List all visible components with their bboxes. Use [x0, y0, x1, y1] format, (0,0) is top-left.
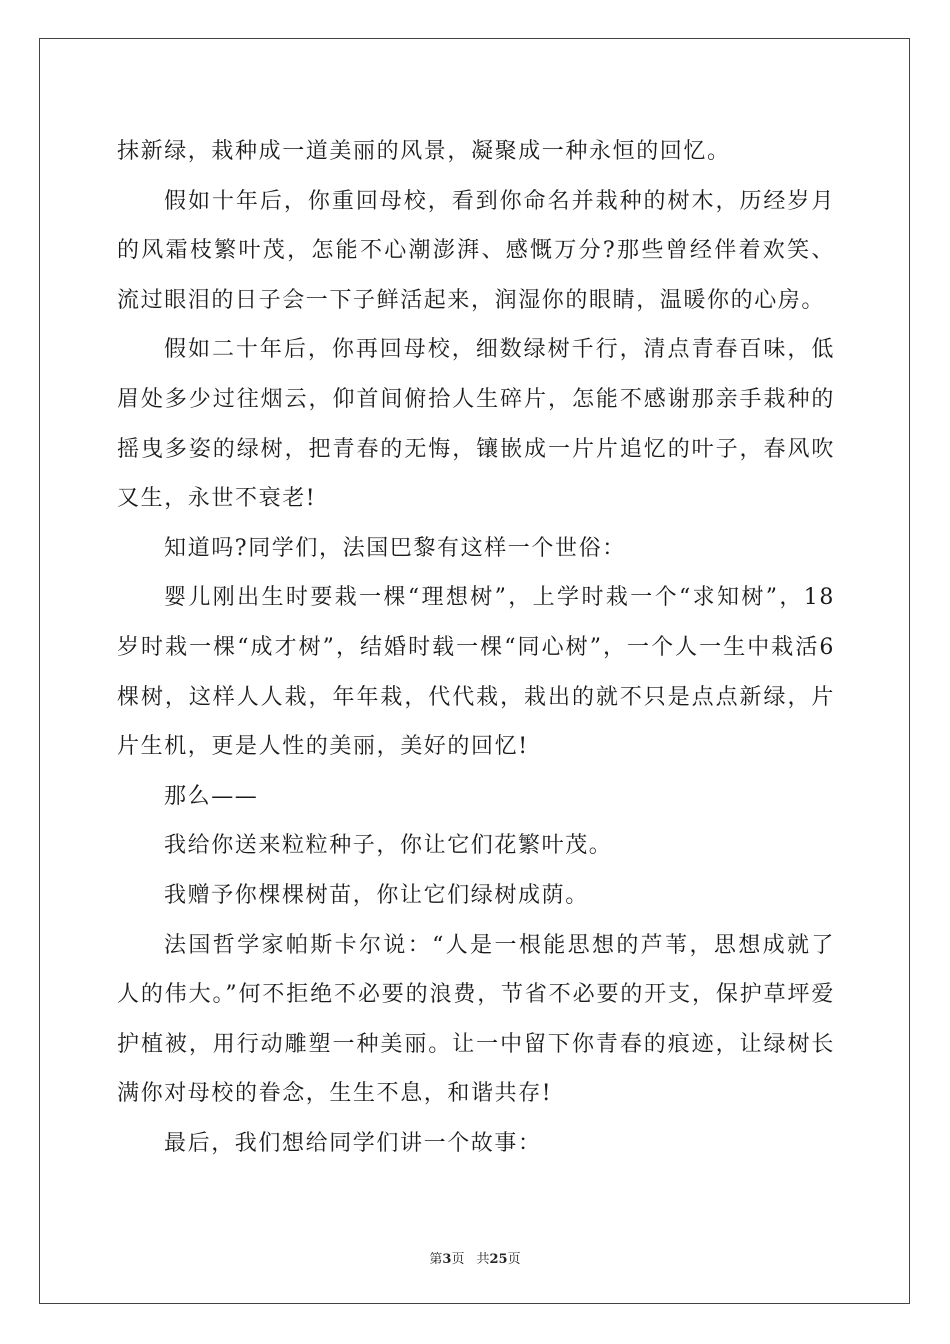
- paragraph: 我赠予你棵棵树苗，你让它们绿树成荫。: [164, 882, 589, 908]
- paragraph: 最后，我们想给同学们讲一个故事：: [164, 1130, 542, 1156]
- paragraph: 抹新绿，栽种成一道美丽的风景，凝聚成一种永恒的回忆。: [117, 139, 731, 164]
- paragraph: 知道吗?同学们，法国巴黎有这样一个世俗：: [164, 535, 626, 561]
- paragraph: 那么——: [164, 783, 259, 809]
- page-prefix: 第: [429, 1252, 443, 1267]
- current-page-number: 3: [442, 1252, 452, 1267]
- paragraph: 假如二十年后，你再回母校，细数绿树千行，清点青春百味，低眉处多少过往烟云，仰首间俯拾人生碎片，怎能不感谢那亲手栽种的摇曳多姿的绿树，把青春的无悔，镶嵌成一片片追忆的叶子，春风吹又生，永世不衰老!: [117, 337, 835, 512]
- paragraph: 法国哲学家帕斯卡尔说：“人是一根能思想的芦苇，思想成就了人的伟大。”何不拒绝不必要的浪费，节省不必要的开支，保护草坪爱护植被，用行动雕塑一种美丽。让一中留下你青春的痕迹，让绿树长满你对母校的眷念，生生不息，和谐共存!: [117, 932, 835, 1107]
- paragraph: 假如十年后，你重回母校，看到你命名并栽种的树木，历经岁月的风霜枝繁叶茂，怎能不心潮澎湃、感慨万分?那些曾经伴着欢笑、流过眼泪的日子会一下子鲜活起来，润湿你的眼睛，温暖你的心房。: [117, 188, 835, 313]
- paragraph: 我给你送来粒粒种子，你让它们花繁叶茂。: [164, 833, 613, 859]
- total-page-count: 25: [489, 1252, 508, 1267]
- page-unit: 页: [451, 1252, 465, 1267]
- total-unit: 页: [507, 1252, 521, 1267]
- total-prefix: 共: [476, 1252, 490, 1267]
- paragraph: 婴儿刚出生时要栽一棵“理想树”，上学时栽一个“求知树”，18岁时栽一棵“成才树”，结婚时载一棵“同心树”，一个人一生中栽活6棵树，这样人人栽，年年栽，代代栽，栽出的就不只是点点新绿，片片生机，更是人性的美丽，美好的回忆!: [117, 585, 835, 760]
- page-footer: [0, 1248, 950, 1267]
- document-body: [117, 127, 835, 1168]
